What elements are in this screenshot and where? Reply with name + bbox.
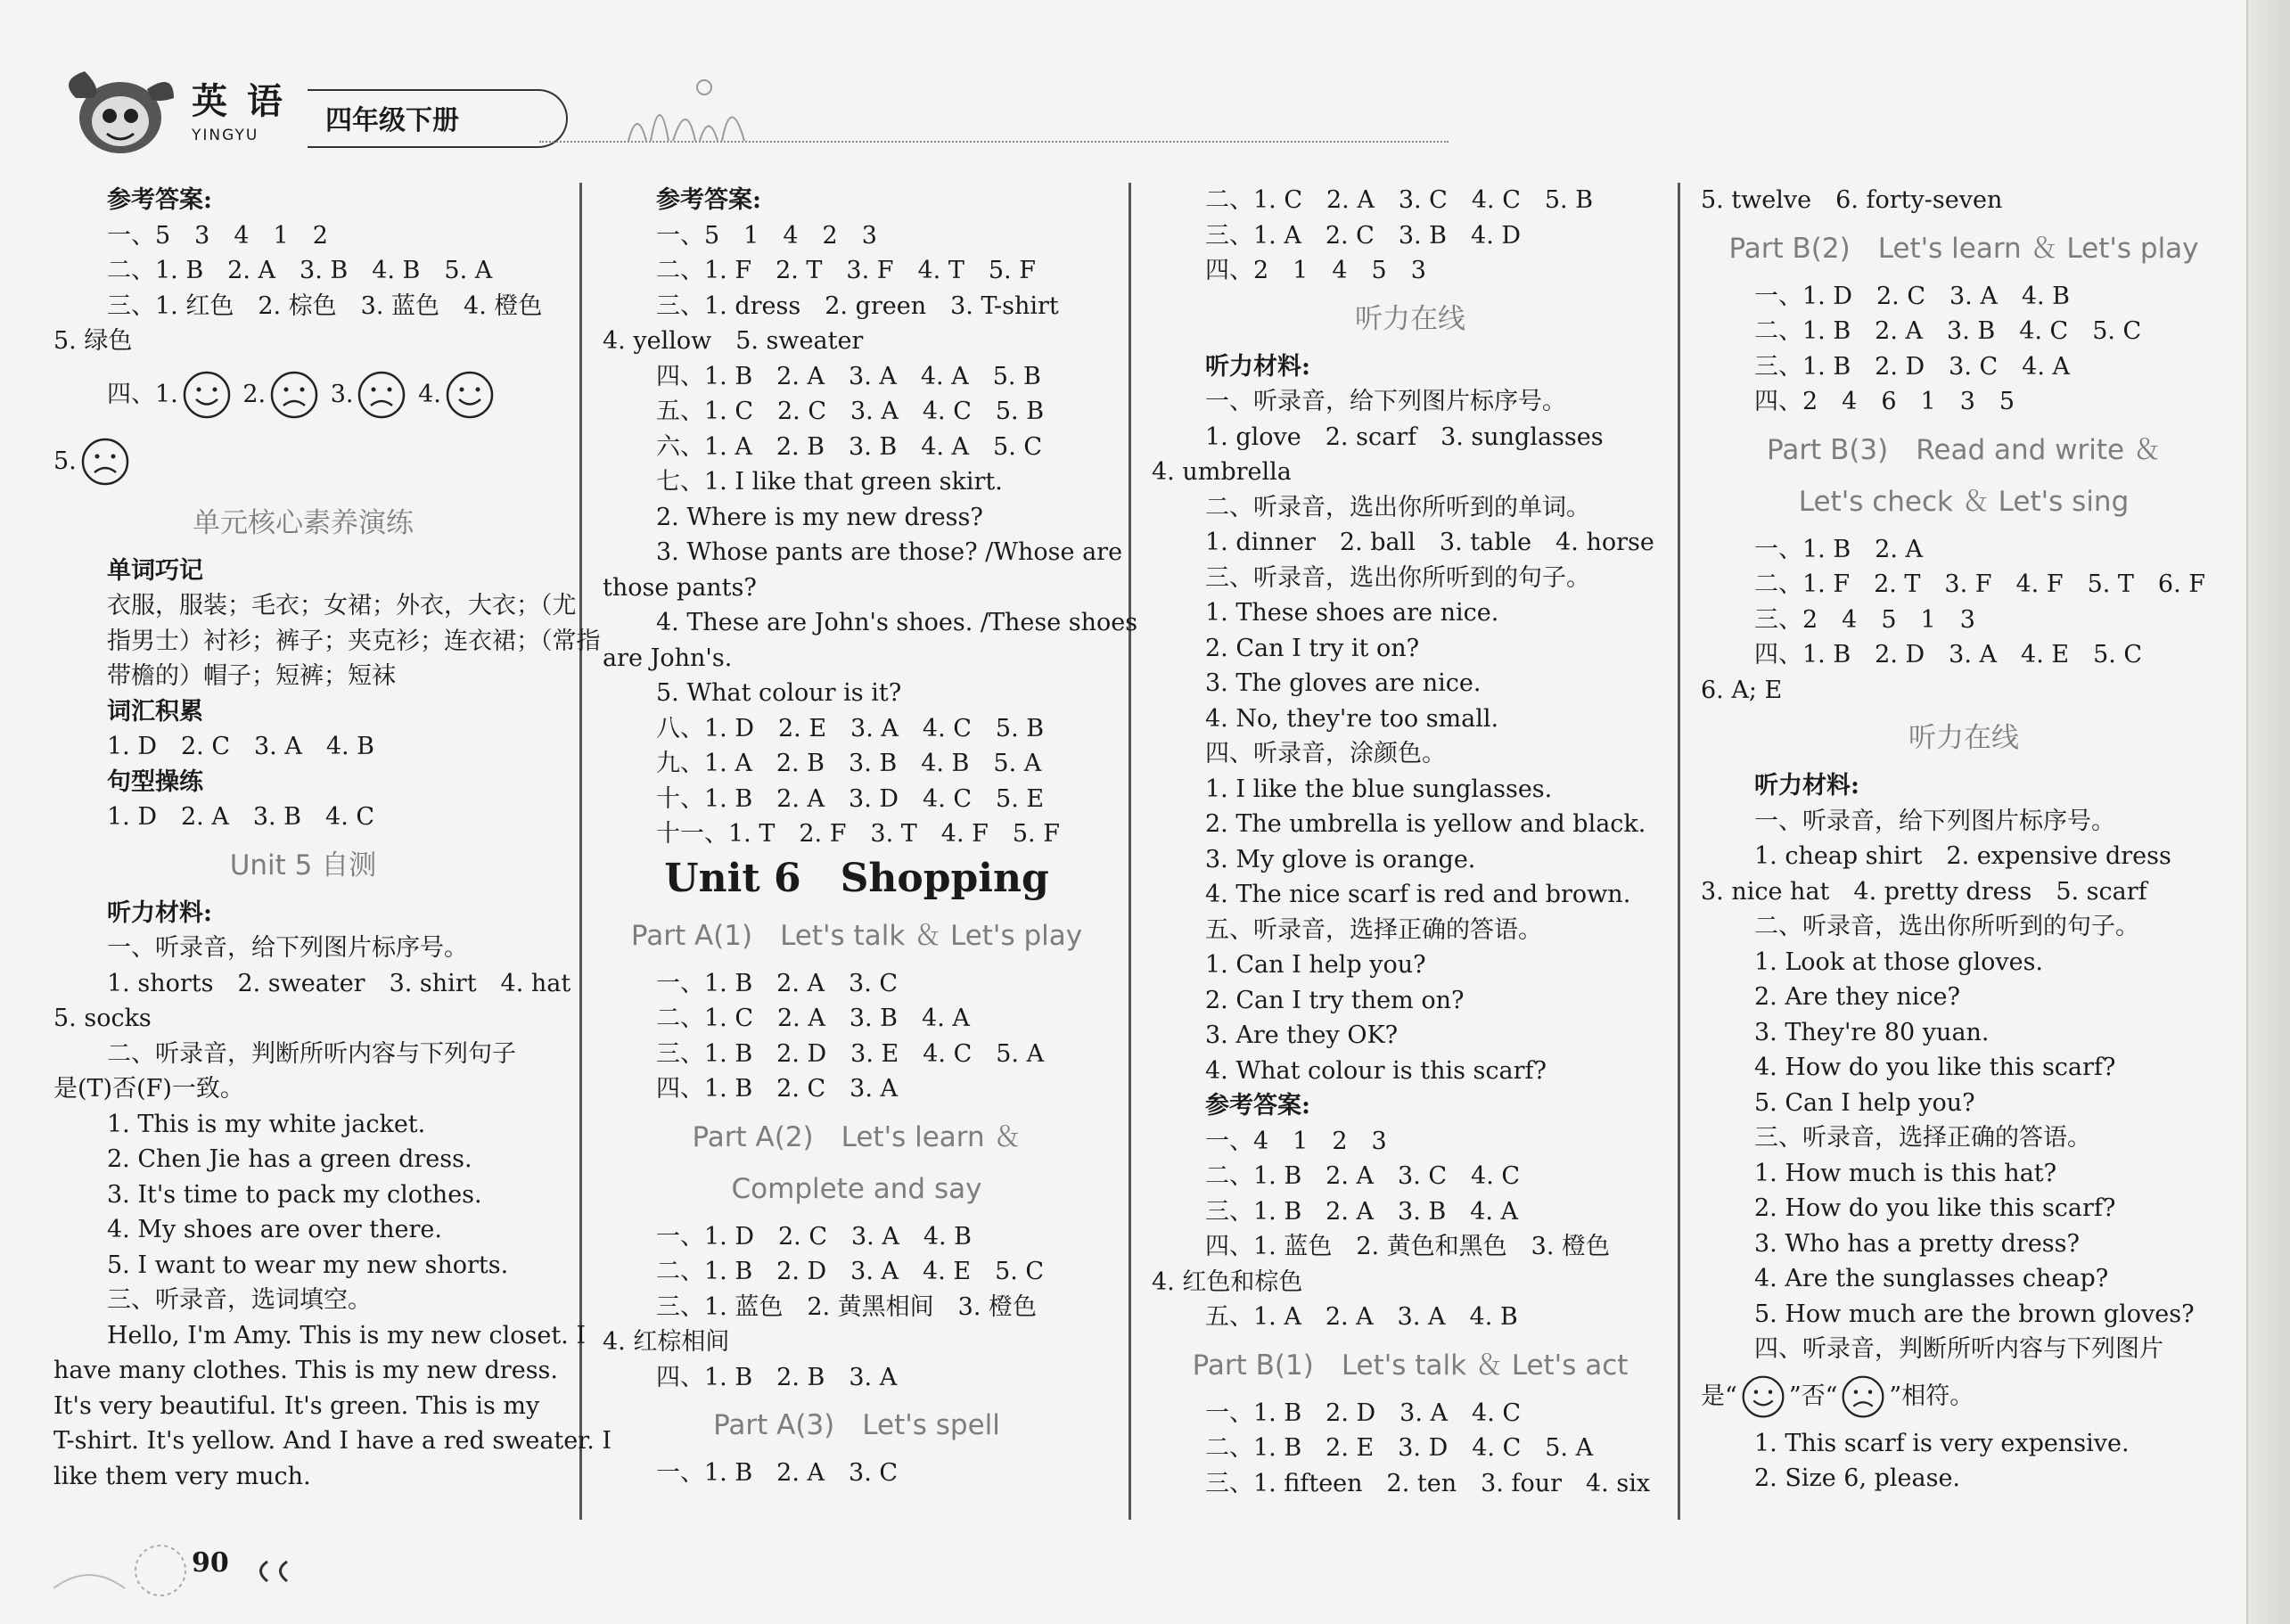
text-line: 1. How much is this hat? [1754, 1159, 2057, 1187]
text-line: T-shirt. It's yellow. And I have a red sweater. I [53, 1427, 612, 1455]
text-line: 九、1. A 2. B 3. B 4. B 5. A [656, 750, 1042, 777]
face-label: 3. [330, 380, 354, 408]
column-1 [53, 183, 612, 1494]
text-line: are John's. [603, 644, 733, 672]
subheading: 听力材料: [1754, 772, 1859, 800]
section-heading: Let's check ＆ Let's sing [1798, 485, 2130, 518]
text-line: 一、听录音，给下列图片标序号。 [107, 934, 468, 962]
text-line: 二、1. F 2. T 3. F 4. F 5. T 6. F [1754, 570, 2206, 598]
sad-face-icon [269, 370, 319, 420]
text-line: 4. The nice scarf is red and brown. [1205, 881, 1631, 908]
section-heading: 听力在线 [1355, 302, 1465, 335]
text-line: 带檐的）帽子；短裤；短袜 [107, 662, 396, 690]
section-heading: Part A(3) Let's spell [713, 1409, 1000, 1441]
text-line: 4. 红棕相间 [603, 1328, 730, 1356]
text-line: 五、听录音，选择正确的答语。 [1205, 915, 1542, 944]
text-line: 5. 绿色 [53, 327, 133, 355]
text-line: 1. glove 2. scarf 3. sunglasses [1205, 422, 1604, 451]
subheading: 听力材料: [1205, 352, 1310, 381]
column-divider [1678, 183, 1680, 1520]
section-heading: 听力在线 [1908, 722, 2019, 754]
text-line: 指男士）衬衫；裤子；夹克衫；连衣裙；（常指 [107, 627, 601, 655]
text-line: 4. yellow 5. sweater [603, 327, 864, 355]
text-line: 5. twelve 6. forty-seven [1701, 186, 2003, 214]
text-line: 三、听录音，选出你所听到的句子。 [1205, 563, 1590, 592]
text-line: 1. I like the blue sunglasses. [1205, 775, 1553, 803]
text-line: 3. Are they OK? [1205, 1021, 1399, 1049]
text-line: 四、听录音，涂颜色。 [1205, 740, 1446, 767]
text-line: 三、1. dress 2. green 3. T-shirt [656, 291, 1059, 320]
sad-face-icon [1841, 1374, 1885, 1419]
text-line: 二、1. C 2. A 3. B 4. A [656, 1005, 970, 1032]
text-line: 6. A; E [1701, 676, 1783, 704]
page-header [49, 62, 1404, 160]
text-line: 4. These are John's shoes. /These shoes [656, 609, 1138, 636]
text-line: 5. What colour is it? [656, 679, 902, 707]
text-line: 3. They're 80 yuan. [1754, 1018, 1990, 1046]
text-line: 八、1. D 2. E 3. A 4. C 5. B [656, 714, 1045, 742]
text-line: 1. Look at those gloves. [1754, 947, 2044, 976]
face-label: 2. [242, 380, 267, 408]
text-line: 六、1. A 2. B 3. B 4. A 5. C [656, 432, 1043, 461]
text-line: 1. This scarf is very expensive. [1754, 1429, 2130, 1457]
text-line: 三、1. B 2. D 3. C 4. A [1754, 352, 2071, 381]
grade-tag [308, 89, 568, 148]
text-line: 四、1. 蓝色 2. 黄色和黑色 3. 橙色 [1205, 1233, 1611, 1260]
column-4 [1701, 183, 2227, 1497]
page-number: 90 [192, 1547, 229, 1579]
smiley-face-icon [1741, 1374, 1785, 1419]
text-line: 十、1. B 2. A 3. D 4. C 5. E [656, 784, 1045, 813]
text-line: 二、1. B 2. A 3. C 4. C [1205, 1162, 1521, 1190]
text-line: 4. Are the sunglasses cheap? [1754, 1265, 2109, 1292]
text-line: 1. dinner 2. ball 3. table 4. horse [1205, 529, 1654, 556]
text-line: 2. Size 6, please. [1754, 1464, 1961, 1492]
subheading: 参考答案: [1205, 1092, 1310, 1120]
section-heading: Part B(3) Read and write ＆ [1767, 433, 2161, 466]
text-line: 2. Can I try them on? [1205, 986, 1465, 1014]
section-heading: Part B(2) Let's learn ＆ Let's play [1728, 232, 2199, 265]
text-line: 4. What colour is this scarf? [1205, 1056, 1547, 1085]
text-line: 三、1. A 2. C 3. B 4. D [1205, 221, 1522, 250]
faces-judge-post: ”相符。 [1889, 1382, 1974, 1410]
text-line: 1. D 2. A 3. B 4. C [107, 803, 375, 831]
face-label: 1. [155, 380, 178, 408]
text-line: 3. It's time to pack my clothes. [107, 1180, 482, 1209]
subheading: 词汇积累 [107, 697, 203, 726]
text-line: 2. Chen Jie has a green dress. [107, 1145, 472, 1173]
text-line: like them very much. [53, 1462, 311, 1490]
text-line: 四、1. B 2. A 3. A 4. A 5. B [656, 362, 1041, 390]
column-3 [1152, 183, 1669, 1501]
subheading: 参考答案: [656, 186, 761, 214]
text-line: 4. My shoes are over there. [107, 1216, 442, 1243]
text-line: 1. This is my white jacket. [107, 1110, 426, 1138]
footer-decoration-icon [53, 1535, 321, 1597]
unit-title: Unit 6 Shopping [664, 855, 1049, 901]
sad-face-icon [80, 437, 130, 487]
column-2 [603, 183, 1138, 1491]
section-heading: 单元核心素养演练 [193, 506, 414, 539]
text-line: 1. cheap shirt 2. expensive dress [1754, 842, 2171, 870]
text-line: 一、1. B 2. A 3. C [656, 969, 899, 997]
text-line: 四、1. B 2. D 3. A 4. E 5. C [1754, 641, 2143, 668]
text-line: 四、2 4 6 1 3 5 [1754, 388, 2015, 415]
subheading: 单词巧记 [107, 556, 203, 585]
text-line: 一、1. D 2. C 3. A 4. B [656, 1222, 973, 1251]
text-line: 4. No, they're too small. [1205, 704, 1499, 733]
faces-judge-mid: ”否“ [1788, 1382, 1838, 1410]
text-line: 三、2 4 5 1 3 [1754, 605, 1975, 634]
section-heading: Part A(2) Let's learn ＆ [692, 1120, 1022, 1153]
faces-judge-pre: 是“ [1701, 1382, 1737, 1410]
text-line: 3. nice hat 4. pretty dress 5. scarf [1701, 877, 2147, 906]
text-line: 二、1. B 2. D 3. A 4. E 5. C [656, 1258, 1045, 1285]
text-line: 一、1. B 2. A [1754, 535, 1924, 563]
faces-judge-row [1701, 1367, 2227, 1426]
text-line: 2. Where is my new dress? [656, 503, 983, 531]
text-line: have many clothes. This is my new dress. [53, 1357, 558, 1384]
text-line: 一、听录音，给下列图片标序号。 [1205, 388, 1566, 415]
text-line: 二、听录音，选出你所听到的单词。 [1205, 493, 1590, 521]
text-line: 5. Can I help you? [1754, 1088, 1975, 1117]
text-line: 一、1. D 2. C 3. A 4. B [1754, 282, 2071, 310]
text-line: 二、1. F 2. T 3. F 4. T 5. F [656, 257, 1036, 284]
subject-pinyin: YINGYU [192, 127, 259, 144]
text-line: 三、1. 红色 2. 棕色 3. 蓝色 4. 橙色 [107, 291, 543, 320]
text-line: 七、1. I like that green skirt. [656, 468, 1003, 496]
text-line: 三、听录音，选择正确的答语。 [1754, 1124, 2091, 1152]
text-line: 衣服，服装；毛衣；女裙；外衣，大衣；（尤 [107, 592, 577, 619]
text-line: 一、听录音，给下列图片标序号。 [1754, 807, 2115, 835]
text-line: 十一、1. T 2. F 3. T 4. F 5. F [656, 820, 1060, 848]
faces-prefix: 四、 [107, 380, 155, 408]
text-line: 三、1. 蓝色 2. 黄黑相间 3. 橙色 [656, 1292, 1038, 1321]
text-line: 4. 红色和棕色 [1152, 1267, 1303, 1296]
text-line: 三、听录音，选词填空。 [107, 1286, 372, 1314]
text-line: 二、1. C 2. A 3. C 4. C 5. B [1205, 186, 1594, 214]
text-line: 一、4 1 2 3 [1205, 1127, 1387, 1155]
faces-row-last [53, 431, 553, 493]
text-line: 2. Are they nice? [1754, 983, 1960, 1011]
text-line: 4. How do you like this scarf? [1754, 1054, 2116, 1081]
grade-label: 四年级下册 [325, 105, 459, 136]
faces-row [53, 359, 553, 431]
text-line: 四、2 1 4 5 3 [1205, 257, 1426, 284]
text-line: 1. shorts 2. sweater 3. shirt 4. hat [107, 969, 571, 997]
text-line: 3. Whose pants are those? /Whose are [656, 538, 1123, 566]
text-line: 三、1. fifteen 2. ten 3. four 4. six [1205, 1469, 1651, 1497]
text-line: Hello, I'm Amy. This is my new closet. I [107, 1321, 586, 1349]
text-line: 二、1. B 2. E 3. D 4. C 5. A [1205, 1434, 1594, 1462]
text-line: 一、1. B 2. A 3. C [656, 1459, 899, 1487]
text-line: 2. Can I try it on? [1205, 634, 1420, 662]
text-line: 1. These shoes are nice. [1205, 599, 1499, 627]
grass-decoration-icon [620, 71, 762, 143]
text-line: 是(T)否(F)一致。 [53, 1075, 244, 1103]
smiley-face-icon [445, 370, 495, 420]
section-heading: Part A(1) Let's talk ＆ Let's play [630, 919, 1083, 952]
text-line: 2. How do you like this scarf? [1754, 1194, 2116, 1222]
text-line: 一、1. B 2. D 3. A 4. C [1205, 1398, 1522, 1427]
page-edge [2246, 0, 2290, 1624]
sad-face-icon [357, 370, 406, 420]
column-divider [1129, 183, 1131, 1520]
section-heading: Unit 5 自测 [229, 849, 377, 882]
text-line: those pants? [603, 573, 757, 602]
text-line: 三、1. B 2. A 3. B 4. A [1205, 1197, 1519, 1226]
face-label: 4. [418, 380, 441, 408]
section-heading: Part B(1) Let's talk ＆ Let's act [1192, 1349, 1629, 1382]
smiley-face-icon [182, 370, 232, 420]
text-line: 1. Can I help you? [1205, 951, 1426, 979]
text-line: 3. My glove is orange. [1205, 845, 1476, 874]
section-heading: Complete and say [731, 1172, 982, 1205]
text-line: 二、听录音，选出你所听到的句子。 [1754, 913, 2139, 940]
text-line: 一、5 3 4 1 2 [107, 221, 328, 250]
text-line: 3. Who has a pretty dress? [1754, 1229, 2080, 1258]
text-line: 3. The gloves are nice. [1205, 669, 1482, 697]
text-line: It's very beautiful. It's green. This is my [53, 1391, 540, 1420]
subheading: 句型操练 [107, 767, 203, 796]
text-line: 4. umbrella [1152, 458, 1292, 486]
subheading: 听力材料: [107, 898, 212, 927]
mascot-icon [49, 62, 183, 160]
subheading: 参考答案: [107, 186, 212, 214]
text-line: 二、听录音，判断所听内容与下列句子 [107, 1039, 516, 1068]
text-line: 2. The umbrella is yellow and black. [1205, 810, 1646, 838]
text-line: 三、1. B 2. D 3. E 4. C 5. A [656, 1039, 1045, 1068]
text-line: 5. socks [53, 1005, 152, 1032]
text-line: 二、1. B 2. A 3. B 4. B 5. A [107, 257, 493, 284]
text-line: 四、1. B 2. C 3. A [656, 1075, 899, 1103]
text-line: 五、1. A 2. A 3. A 4. B [1205, 1303, 1518, 1331]
text-line: 四、听录音，判断所听内容与下列图片 [1754, 1335, 2163, 1363]
text-line: 四、1. B 2. B 3. A [656, 1363, 898, 1391]
text-line: 一、5 1 4 2 3 [656, 221, 877, 250]
text-line: 五、1. C 2. C 3. A 4. C 5. B [656, 398, 1045, 425]
text-line: 二、1. B 2. A 3. B 4. C 5. C [1754, 317, 2142, 345]
face-label: 5. [53, 447, 77, 475]
text-line: 5. How much are the brown gloves? [1754, 1300, 2195, 1328]
subject-title: 英 语 [192, 81, 286, 122]
text-line: 5. I want to wear my new shorts. [107, 1251, 509, 1279]
text-line: 1. D 2. C 3. A 4. B [107, 733, 375, 760]
